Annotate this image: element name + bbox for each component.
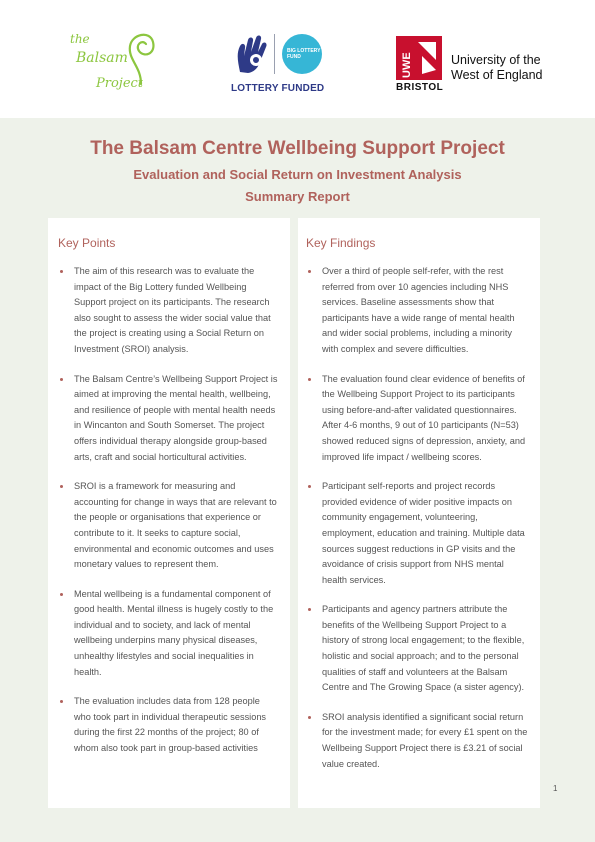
big-lottery-fund-badge: BIG LOTTERY FUND (282, 34, 322, 74)
uwe-bristol-label: BRISTOL (396, 82, 444, 93)
list-item: Over a third of people self-refer, with the rest referred from over 10 agencies including NHS services. Baseline assessments show that participants have a wide range of mental health and wider social problems, including a minority with complex and severe difficulties. (306, 264, 528, 358)
key-points-panel (48, 218, 290, 808)
page-number: 1 (553, 784, 558, 793)
balsam-logo-name: Balsam (76, 50, 128, 66)
key-findings-heading: Key Findings (306, 236, 376, 250)
lottery-funded-label: LOTTERY FUNDED (231, 83, 325, 94)
lottery-divider (274, 34, 275, 74)
document-subtitle: Evaluation and Social Return on Investment Analysis (133, 167, 462, 182)
uwe-name-line1: University of the (451, 53, 541, 67)
list-item: Mental wellbeing is a fundamental component of good health. Mental illness is hugely costly to the individual and to society, and lack of mental wellbeing underpins many physical diseases, unhealthy lifestyles and social inequalities in health. (58, 587, 278, 681)
lottery-funded-logo (228, 30, 330, 100)
uwe-bristol-logo (396, 36, 556, 96)
list-item: SROI is a framework for measuring and accounting for change in ways that are relevant to the people or organisations that experience or contribute to it. It seeks to capture social, environmental and economic outcomes and uses monetary values to represent them. (58, 479, 278, 573)
key-findings-panel (298, 218, 540, 808)
key-points-heading: Key Points (58, 236, 116, 250)
list-item: The evaluation includes data from 128 people who took part in individual therapeutic sessions during the first 22 months of the project; 80 of whom also took part in group-based activities (58, 694, 278, 756)
list-item: Participant self-reports and project records provided evidence of wider positive impacts on community engagement, volunteering, employment, education and training. Multiple data sources suggest reductions in GP visits and the avoidance of crisis support from NHS mental health services. (306, 479, 528, 588)
balsam-logo-project: Project (96, 76, 144, 91)
key-findings-list (306, 264, 528, 772)
uwe-university-name (451, 53, 543, 83)
key-points-list (58, 264, 278, 757)
balsam-project-logo (66, 24, 162, 110)
uwe-name-line2: West of England (451, 68, 543, 82)
balsam-swirl-icon (124, 26, 158, 88)
list-item: The Balsam Centre’s Wellbeing Support Project is aimed at improving the mental health, wellbeing, and resilience of people with mental health needs in Wincanton and South Somerset. The project offers individual therapy alongside group-based arts, craft and social horticultural activities. (58, 372, 278, 466)
list-item: SROI analysis identified a significant social return for the investment made; for every £1 spent on the Wellbeing Support Project there is £3.21 of social value created. (306, 710, 528, 772)
uwe-mark-text: UWE (401, 52, 413, 78)
document-summary-label: Summary Report (245, 189, 350, 204)
list-item: The aim of this research was to evaluate the impact of the Big Lottery funded Wellbeing Support project on its participants. The research also sought to assess the wider social value that the project is creating using a Social Return on Investment (SROI) analysis. (58, 264, 278, 358)
document-title: The Balsam Centre Wellbeing Support Project (90, 138, 505, 159)
list-item: The evaluation found clear evidence of benefits of the Wellbeing Support Project to its participants using before-and-after validated questionnaires. After 4-6 months, 9 out of 10 participants (N=53) showed reduced signs of depression, anxiety, and improved life impact / wellbeing scores. (306, 372, 528, 466)
lottery-hand-icon (232, 32, 272, 76)
uwe-mark-icon (396, 36, 442, 80)
list-item: Participants and agency partners attribute the benefits of the Wellbeing Support Project to a history of strong local engagement; to the flexible, holistic and social approach; and to the personal qualities of staff and volunteers at the Balsam Centre and The Growing Space (a sister agency). (306, 602, 528, 696)
balsam-logo-the: the (70, 32, 90, 46)
